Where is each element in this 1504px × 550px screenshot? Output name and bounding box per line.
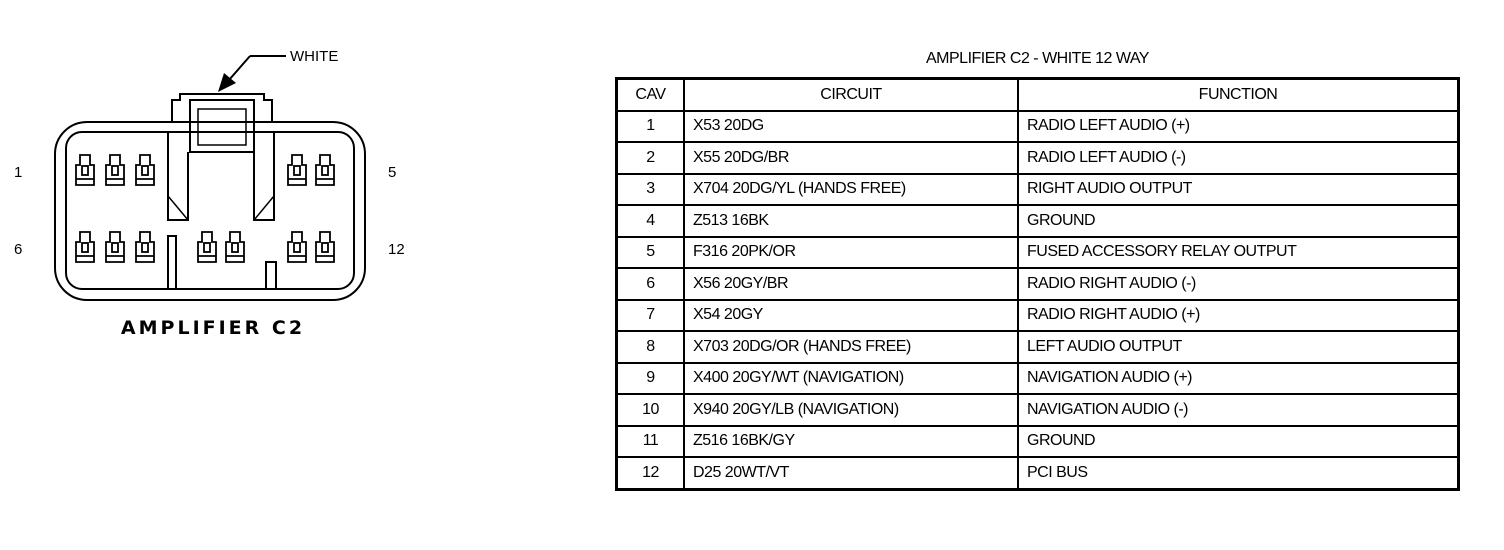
cell-cav: 9 bbox=[617, 363, 685, 395]
connector-color-label: WHITE bbox=[290, 48, 339, 65]
cell-function: GROUND bbox=[1018, 426, 1459, 458]
cell-function: GROUND bbox=[1018, 205, 1459, 237]
cell-circuit: X940 20GY/LB (NAVIGATION) bbox=[684, 394, 1018, 426]
cell-function: PCI BUS bbox=[1018, 457, 1459, 489]
cell-circuit: X56 20GY/BR bbox=[684, 268, 1018, 300]
terminal-cavity bbox=[136, 155, 154, 185]
cell-function: NAVIGATION AUDIO (-) bbox=[1018, 394, 1459, 426]
table-row bbox=[617, 268, 1459, 300]
connector-diagram bbox=[0, 0, 600, 550]
cell-function: NAVIGATION AUDIO (+) bbox=[1018, 363, 1459, 395]
cell-function: RADIO LEFT AUDIO (+) bbox=[1018, 111, 1459, 143]
terminal-cavity bbox=[76, 232, 94, 262]
table-header-row bbox=[617, 79, 1459, 111]
cell-circuit: X704 20DG/YL (HANDS FREE) bbox=[684, 174, 1018, 206]
terminal-cavity bbox=[288, 155, 306, 185]
terminal-cavity bbox=[288, 232, 306, 262]
cell-cav: 8 bbox=[617, 331, 685, 363]
connector-name: AMPLIFIER C2 bbox=[120, 317, 306, 339]
table-row bbox=[617, 457, 1459, 489]
table-body bbox=[617, 111, 1459, 490]
cell-cav: 2 bbox=[617, 142, 685, 174]
terminal-cavities bbox=[76, 155, 334, 262]
cell-cav: 10 bbox=[617, 394, 685, 426]
terminal-cavity bbox=[136, 232, 154, 262]
terminal-cavity bbox=[106, 155, 124, 185]
cell-function: LEFT AUDIO OUTPUT bbox=[1018, 331, 1459, 363]
cell-cav: 6 bbox=[617, 268, 685, 300]
cell-function: FUSED ACCESSORY RELAY OUTPUT bbox=[1018, 237, 1459, 269]
pinout-table bbox=[615, 77, 1460, 491]
cell-cav: 7 bbox=[617, 300, 685, 332]
pin-label-6: 6 bbox=[14, 241, 23, 258]
table-row bbox=[617, 111, 1459, 143]
terminal-cavity bbox=[76, 155, 94, 185]
header-circuit: CIRCUIT bbox=[684, 79, 1018, 111]
terminal-cavity bbox=[106, 232, 124, 262]
leader-arrow bbox=[218, 56, 286, 92]
cell-cav: 1 bbox=[617, 111, 685, 143]
table-row bbox=[617, 363, 1459, 395]
cell-cav: 12 bbox=[617, 457, 685, 489]
cell-function: RADIO LEFT AUDIO (-) bbox=[1018, 142, 1459, 174]
cell-cav: 4 bbox=[617, 205, 685, 237]
terminal-cavity bbox=[198, 232, 216, 262]
cell-function: RADIO RIGHT AUDIO (+) bbox=[1018, 300, 1459, 332]
cell-circuit: X703 20DG/OR (HANDS FREE) bbox=[684, 331, 1018, 363]
header-function: FUNCTION bbox=[1018, 79, 1459, 111]
table-row bbox=[617, 237, 1459, 269]
cell-circuit: X53 20DG bbox=[684, 111, 1018, 143]
cell-circuit: Z516 16BK/GY bbox=[684, 426, 1018, 458]
cell-cav: 3 bbox=[617, 174, 685, 206]
table-row bbox=[617, 205, 1459, 237]
cell-circuit: X54 20GY bbox=[684, 300, 1018, 332]
connector-body bbox=[55, 94, 365, 300]
table-row bbox=[617, 394, 1459, 426]
cell-circuit: X55 20DG/BR bbox=[684, 142, 1018, 174]
cell-circuit: X400 20GY/WT (NAVIGATION) bbox=[684, 363, 1018, 395]
table-row bbox=[617, 300, 1459, 332]
cell-circuit: F316 20PK/OR bbox=[684, 237, 1018, 269]
terminal-cavity bbox=[316, 232, 334, 262]
pin-label-12: 12 bbox=[388, 241, 405, 258]
table-row bbox=[617, 331, 1459, 363]
cell-circuit: D25 20WT/VT bbox=[684, 457, 1018, 489]
terminal-cavity bbox=[316, 155, 334, 185]
pin-label-5: 5 bbox=[388, 164, 397, 181]
table-title: AMPLIFIER C2 - WHITE 12 WAY bbox=[926, 50, 1149, 67]
table-row bbox=[617, 142, 1459, 174]
header-cav: CAV bbox=[617, 79, 685, 111]
cell-function: RIGHT AUDIO OUTPUT bbox=[1018, 174, 1459, 206]
terminal-cavity bbox=[226, 232, 244, 262]
table-row bbox=[617, 426, 1459, 458]
cell-cav: 11 bbox=[617, 426, 685, 458]
table-row bbox=[617, 174, 1459, 206]
cell-cav: 5 bbox=[617, 237, 685, 269]
cell-circuit: Z513 16BK bbox=[684, 205, 1018, 237]
pin-label-1: 1 bbox=[14, 164, 23, 181]
cell-function: RADIO RIGHT AUDIO (-) bbox=[1018, 268, 1459, 300]
